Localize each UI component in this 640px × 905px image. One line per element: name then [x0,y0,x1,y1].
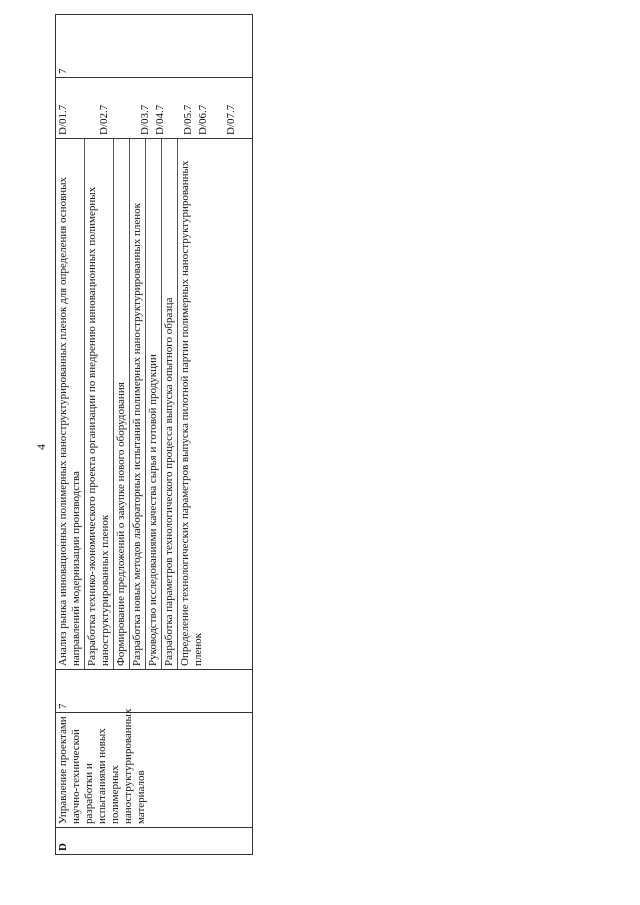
labor-function-code: D/05.7 [182,104,194,135]
labor-function-code: D/04.7 [154,104,166,135]
labor-function-code: D/06.7 [197,104,209,135]
labor-function-name: Разработка новых методов лабораторных испытаний полимерных наноструктурированных пленок [130,139,146,669]
labor-function-name: Анализ рынка инновационных полимерных наноструктурированных пленок для определения основных направлений модернизации производства [56,139,85,669]
labor-functions-list [56,139,253,670]
qualification-table [55,45,285,855]
labor-function-name: Разработка технико-экономического проекта организации по внедрению инновационных полимерных наноструктурированных пленок [85,139,114,669]
generalized-function-name: Управление проектами научно-технической разработки и испытаниями новых полимерных наноструктурированных материалов [56,713,253,828]
labor-function-codes [56,78,253,139]
labor-function-name: Формирование предложений о закупке нового оборудования [114,139,130,669]
labor-function-code: D/07.7 [225,104,237,135]
labor-function-code: D/01.7 [57,104,69,135]
page-number: 4 [34,444,48,450]
qualification-level: 7 [56,670,253,713]
labor-function-code: D/03.7 [139,104,151,135]
labor-function-name: Руководство исследованиями качества сырья и готовой продукции [146,139,162,669]
labor-function-code: D/02.7 [98,104,110,135]
table-row [56,15,253,855]
labor-function-name: Определение технологических параметров выпуска пилотной партии полимерных наноструктурированных пленок [179,160,204,666]
labor-function-name: Разработка параметров технологического процесса выпуска опытного образца [162,139,178,669]
sub-qualification-level: 7 [56,15,253,78]
generalized-function-code: D [56,828,253,855]
